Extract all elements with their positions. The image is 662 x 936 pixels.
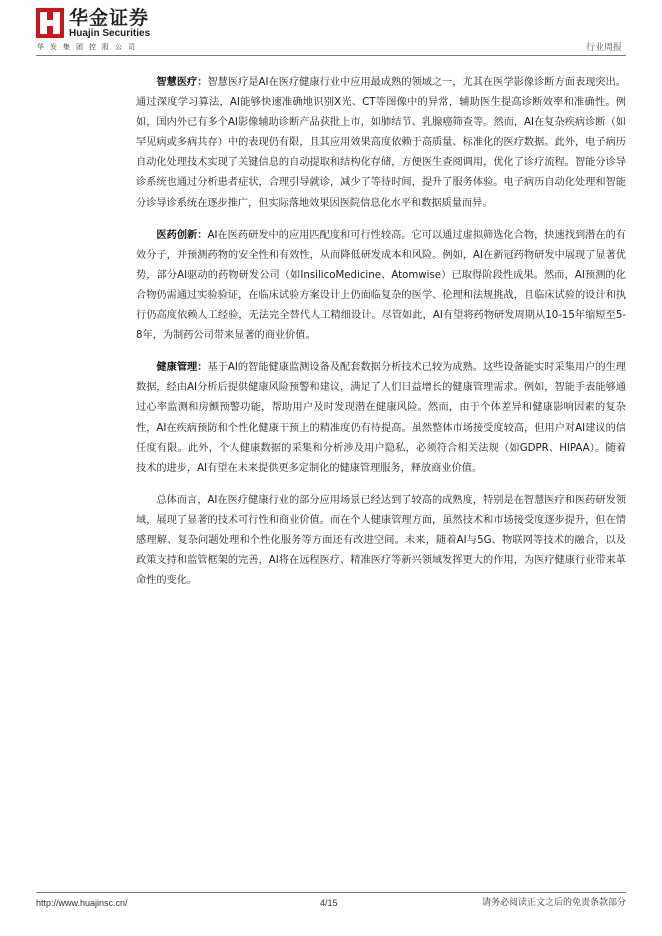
huajin-logo-icon [36,8,64,38]
paragraph-text: 智慧医疗是AI在医疗健康行业中应用最成熟的领域之一，尤其在医学影像诊断方面表现突出。通过深度学习算法，AI能够快速准确地识别X光、CT等图像中的异常，辅助医生提高诊断效率和准确性。例如，国内外已有多个AI影像辅助诊断产品获批上市，如肺结节、乳腺癌筛查等。然而，AI在复杂疾病诊断（如罕见病或多病共存）中的表现仍有限，且其应用效果高度依赖于高质量、标准化的医疗数据。此外，电子病历自动化处理技术实现了关键信息的自动提取和结构化存储，方便医生查阅调用，优化了诊疗流程。智能分诊导诊系统也通过分析患者症状，合理引导就诊，减少了等待时间，提升了服务体验。电子病历自动化处理和智能分诊导诊系统在逐步推广，但实际落地效果因医院信息化水平和数据质量而异。 [136,77,626,209]
paragraph-health-management [136,358,626,479]
brand-subtitle: 华发集团控股公司 [37,43,141,51]
paragraph-summary [136,491,626,591]
paragraph-drug-innovation [136,226,626,347]
header-divider [36,55,626,56]
page-header [0,0,662,60]
footer-url-link[interactable]: http://www.huajinsc.cn/ [36,898,128,908]
paragraph-lead: 健康管理： [156,362,208,374]
report-type: 行业周报 [585,43,622,53]
footer-disclaimer: 请务必阅读正文之后的免责条款部分 [481,898,626,908]
report-body [136,73,626,603]
page-footer [36,897,626,911]
footer-divider [36,892,626,893]
brand-name-cn: 华金证券 [69,7,150,29]
paragraph-lead: 医药创新： [156,229,208,241]
paragraph-text: 总体而言，AI在医疗健康行业的部分应用场景已经达到了较高的成熟度，特别是在智慧医疗和医药研发领域，展现了显著的技术可行性和商业价值。而在个人健康管理方面，虽然技术和市场接受度逐步提升，但在情感理解、复杂问题处理和个性化服务等方面还有改进空间。未来，随着AI与5G、物联网等技术的融合，以及政策支持和监管框架的完善，AI将在远程医疗、精准医疗等新兴领域发挥更大的作用，为医疗健康行业带来革命性的变化。 [136,494,626,587]
paragraph-text: 基于AI的智能健康监测设备及配套数据分析技术已较为成熟。这些设备能实时采集用户的生理数据，经由AI分析后提供健康风险预警和建议，满足了人们日益增长的健康管理需求。例如，智能手表能够通过心率监测和房颤预警功能，帮助用户及时发现潜在健康风险。然而，由于个体差异和健康影响因素的复杂性，AI在疾病预防和个性化健康干预上的精准度仍有待提高。虽然整体市场接受度较高，但用户对AI建议的信任度有限。此外，个人健康数据的采集和分析涉及用户隐私，必须符合相关法规（如GDPR、HIPAA）。随着技术的进步，AI有望在未来提供更多定制化的健康管理服务，释放商业价值。 [136,362,626,474]
paragraph-lead: 智慧医疗： [156,77,208,88]
paragraph-smart-healthcare [136,73,626,214]
page-number: 4/15 [320,898,338,908]
paragraph-text: AI在医药研发中的应用匹配度和可行性较高。它可以通过虚拟筛选化合物，快速找到潜在的有效分子，并预测药物的安全性和有效性，从而降低研发成本和风险。例如，AI在新冠药物研发中展现了显著优势，部分AI驱动的药物研发公司（如InsilicoMedicine、Atomwise）已取得阶段性成果。然而，AI预测的化合物仍需通过实验验证，在临床试验方案设计上仍面临复杂的医学、伦理和法规挑战，且临床试验的设计和执行仍高度依赖人工经验，无法完全替代人工精细设计。尽管如此，AI有望将药物研发周期从10-15年缩短至5-8年，为制药公司带来显著的商业价值。 [136,229,626,342]
brand-name-en: Huajin Securities [69,28,151,39]
